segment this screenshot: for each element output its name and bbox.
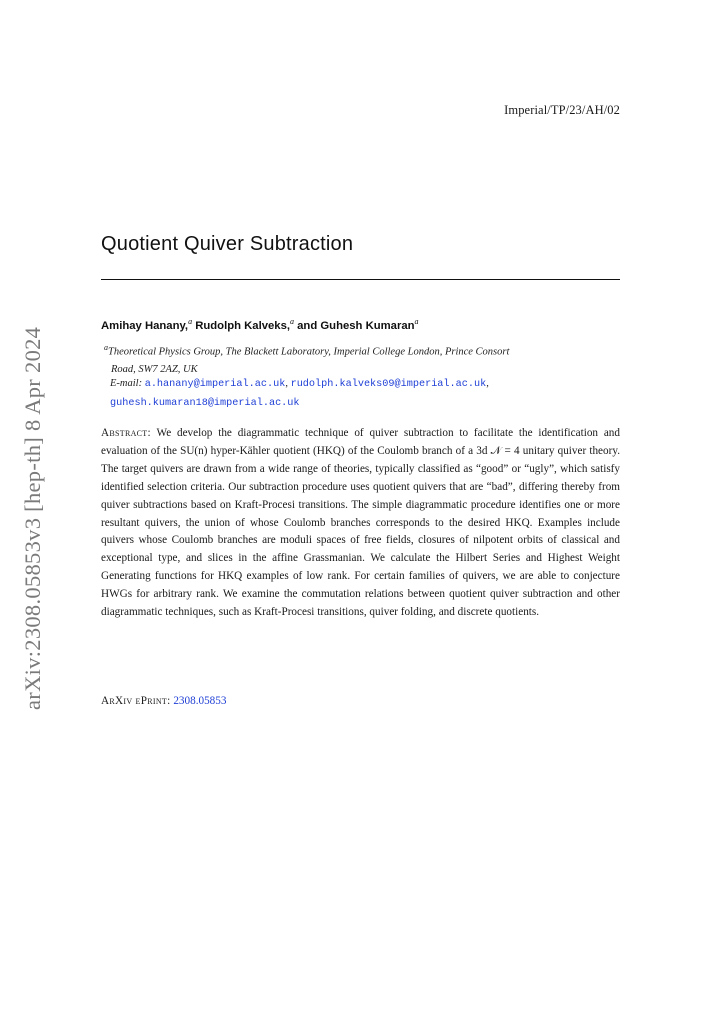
email-link[interactable]: guhesh.kumaran18@imperial.ac.uk: [110, 398, 300, 409]
author-name: Guhesh Kumaran: [320, 319, 415, 332]
affiliation-line: Theoretical Physics Group, The Blackett Laboratory, Imperial College London, Prince Consort: [108, 346, 510, 358]
affiliation-marker: a: [188, 316, 193, 326]
report-number: Imperial/TP/23/AH/02: [504, 103, 620, 117]
abstract: [101, 425, 620, 622]
affiliation-marker: a: [104, 342, 108, 352]
affiliation-line: Road, SW7 2AZ, UK: [111, 363, 198, 375]
arxiv-eprint: [101, 695, 226, 707]
abstract-heading: Abstract:: [101, 427, 151, 439]
eprint-label: ArXiv ePrint:: [101, 695, 171, 707]
email-label: E-mail:: [110, 378, 143, 389]
email-block: [110, 375, 620, 413]
affiliation-marker: a: [290, 316, 294, 326]
title-rule: [101, 279, 620, 280]
affiliation: [104, 339, 620, 378]
email-link[interactable]: a.hanany@imperial.ac.uk: [144, 379, 286, 390]
paper-title: Quotient Quiver Subtraction: [101, 233, 354, 256]
email-separator: ,: [486, 378, 489, 389]
author-name: Amihay Hanany,: [101, 319, 189, 332]
email-separator: ,: [285, 378, 288, 389]
arxiv-stamp: arXiv:2308.05853v3 [hep-th] 8 Apr 2024: [20, 326, 45, 710]
author-name: Rudolph Kalveks,: [195, 319, 290, 332]
author-list: [101, 317, 419, 332]
eprint-link[interactable]: 2308.05853: [173, 695, 227, 707]
affiliation-marker: a: [414, 316, 419, 326]
email-link[interactable]: rudolph.kalveks09@imperial.ac.uk: [290, 379, 487, 390]
author-conjunction: and: [297, 319, 318, 332]
abstract-body: We develop the diagrammatic technique of quiver subtraction to facilitate the identification and evaluation of the SU(n) hyper-Kähler quotient (HKQ) of the Coulomb branch of a 3d 𝒩 = 4 unitary quiver theory. The target quivers are drawn from a wide range of theories, typically classified as “good” or “ugly”, which satisfy identified selection criteria. Our subtraction procedure uses quotient quivers that are “bad”, differing thereby from quiver subtractions based on Kraft-Procesi transitions. The simple diagrammatic procedure identifies one or more resultant quivers, the union of whose Coulomb branches corresponds to the desired HKQ. Examples include quivers whose Coulomb branches are moduli spaces of free fields, closures of nilpotent orbits of classical and exceptional type, and slices in the affine Grassmanian. We calculate the Hilbert Series and Highest Weight Generating functions for HKQ examples of low rank. For certain families of quivers, we are able to conjecture HWGs for arbitrary rank. We examine the commutation relations between quotient quiver subtraction and other diagrammatic techniques, such as Kraft-Procesi transitions, quiver folding, and discrete quotients.: [101, 427, 620, 619]
